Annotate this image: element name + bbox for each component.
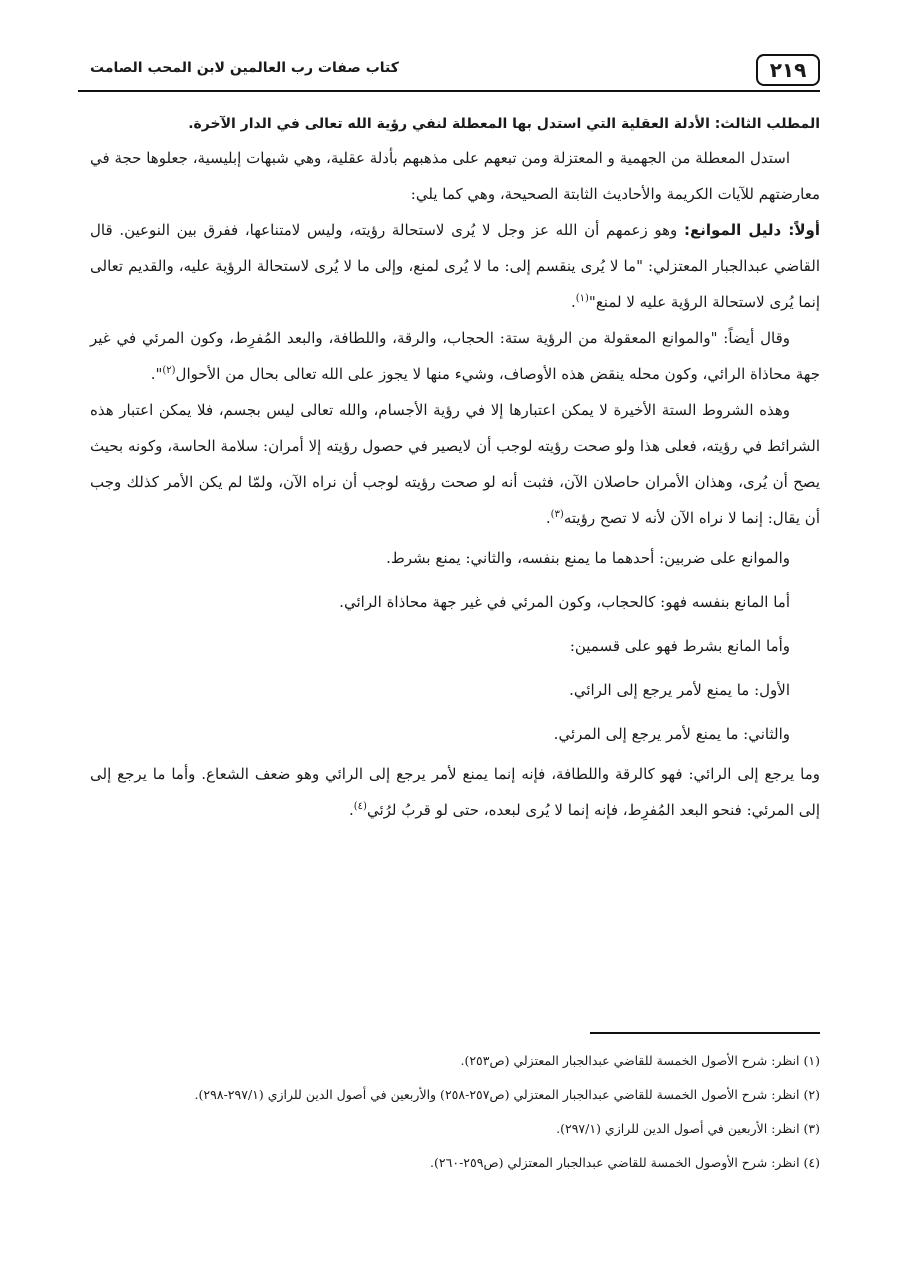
paragraph-end: .: [348, 801, 354, 819]
footnote: (٣) انظر: الأربعين في أصول الدين للرازي (٢٩٧/١).: [556, 1121, 820, 1136]
paragraph-closing: [90, 756, 820, 828]
paragraph-obstacles: [90, 320, 820, 392]
list-line-1: والموانع على ضربين: أحدهما ما يمنع بنفسه، والثاني: يمنع بشرط.: [386, 549, 790, 567]
list-line-2: أما المانع بنفسه فهو: كالحجاب، وكون المرئي في غير جهة محاذاة الرائي.: [339, 593, 790, 611]
argument-heading: أولاً: دليل الموانع:: [683, 221, 820, 239]
footnote: (١) انظر: شرح الأصول الخمسة للقاضي عبدالجبار المعتزلي (ص٢٥٣).: [460, 1053, 820, 1068]
footnote: (٤) انظر: شرح الأوصول الخمسة للقاضي عبدالجبار المعتزلي (ص٢٥٩-٢٦٠).: [430, 1155, 820, 1170]
paragraph-conditions: [90, 392, 820, 536]
footnote-marker: (١): [575, 293, 589, 304]
header-divider: [78, 90, 820, 92]
footnote: (٢) انظر: شرح الأصول الخمسة للقاضي عبدالجبار المعتزلي (ص٢٥٧-٢٥٨) والأربعين في أصول الدين للرازي (٢٩٧/١-٢٩٨).: [194, 1087, 820, 1102]
list-line-3: وأما المانع بشرط فهو على قسمين:: [569, 637, 790, 655]
section-title: المطلب الثالث: الأدلة العقلية التي استدل بها المعطلة لنفي رؤية الله تعالى في الدار الآخرة.: [188, 116, 820, 132]
list-line-4: الأول: ما يمنع لأمر يرجع إلى الرائي.: [569, 681, 790, 699]
footnote-marker: (٢): [162, 365, 176, 376]
running-title: كتاب صفات رب العالمين لابن المحب الصامت: [90, 60, 399, 76]
page-number: ٢١٩: [756, 54, 820, 86]
paragraph-end: ".: [150, 365, 163, 383]
footnote-marker: (٣): [550, 509, 564, 520]
paragraph-text: وهذه الشروط الستة الأخيرة لا يمكن اعتبارها إلا في رؤية الأجسام، والله تعالى ليس بجسم، فلا يمكن اعتبار هذه الشرائط في رؤيته، فعلى هذا ولو صحت رؤيته لوجب أن لايصير في حصول رؤيته إلا أمران: سلامة الحاسة، وكونه بحيث يصح أن يُرى، وهذان الأمران حاصلان الآن، فثبت أنه لو صحت رؤيته لوجب أن نراه الآن، ولمّا لم يكن الأمر كذلك وجب أن يقال: إنما لا نراه الآن لأنه لا تصح رؤيته: [90, 401, 820, 527]
paragraph-text: وقال أيضاً: "والموانع المعقولة من الرؤية ستة: الحجاب، والرقة، واللطافة، والبعد المُفرِط، وكون المرئي في غير جهة محاذاة الرائي، وكون محله ينقض هذه الأوصاف، وشيء منها لا يجوز على الله تعالى بحال من الأحوال: [90, 329, 820, 383]
paragraph-end: .: [545, 509, 551, 527]
footnote-divider: [590, 1032, 820, 1034]
list-line-5: والثاني: ما يمنع لأمر يرجع إلى المرئي.: [553, 725, 790, 743]
paragraph-text: وما يرجع إلى الرائي: فهو كالرقة واللطافة، فإنه إنما يمنع لأمر يرجع إلى الرائي وهو ضعف الشعاع. وأما ما يرجع إلى إلى المرئي: فنحو البعد المُفرِط، فإنه إنما لا يُرى لبعده، حتى لو قربُ لرُئي: [90, 765, 820, 819]
footnotes: [90, 1044, 820, 1180]
main-text: [90, 108, 820, 828]
page-header: [78, 54, 820, 92]
paragraph-text: وهو زعمهم أن الله عز وجل لا يُرى لاستحالة رؤيته، وليس لامتناعها، ففرق بين النوعين. قال القاضي عبدالجبار المعتزلي: "ما لا يُرى ينقسم إلى: ما لا يُرى لمنع، وإلى ما لا يُرى لاستحالة الرؤية عليه، والقديم تعالى إنما يُرى لاستحالة الرؤية عليه لا لمنع": [90, 221, 820, 311]
paragraph-first-argument: [90, 212, 820, 320]
paragraph-end: .: [570, 293, 576, 311]
paragraph-intro: استدل المعطلة من الجهمية و المعتزلة ومن تبعهم على مذهبهم بأدلة عقلية، وهي شبهات إبليسية، جعلوها حجة في معارضتهم للآيات الكريمة والأحاديث الثابتة الصحيحة، وهي كما يلي:: [90, 149, 820, 203]
footnote-marker: (٤): [353, 801, 367, 812]
